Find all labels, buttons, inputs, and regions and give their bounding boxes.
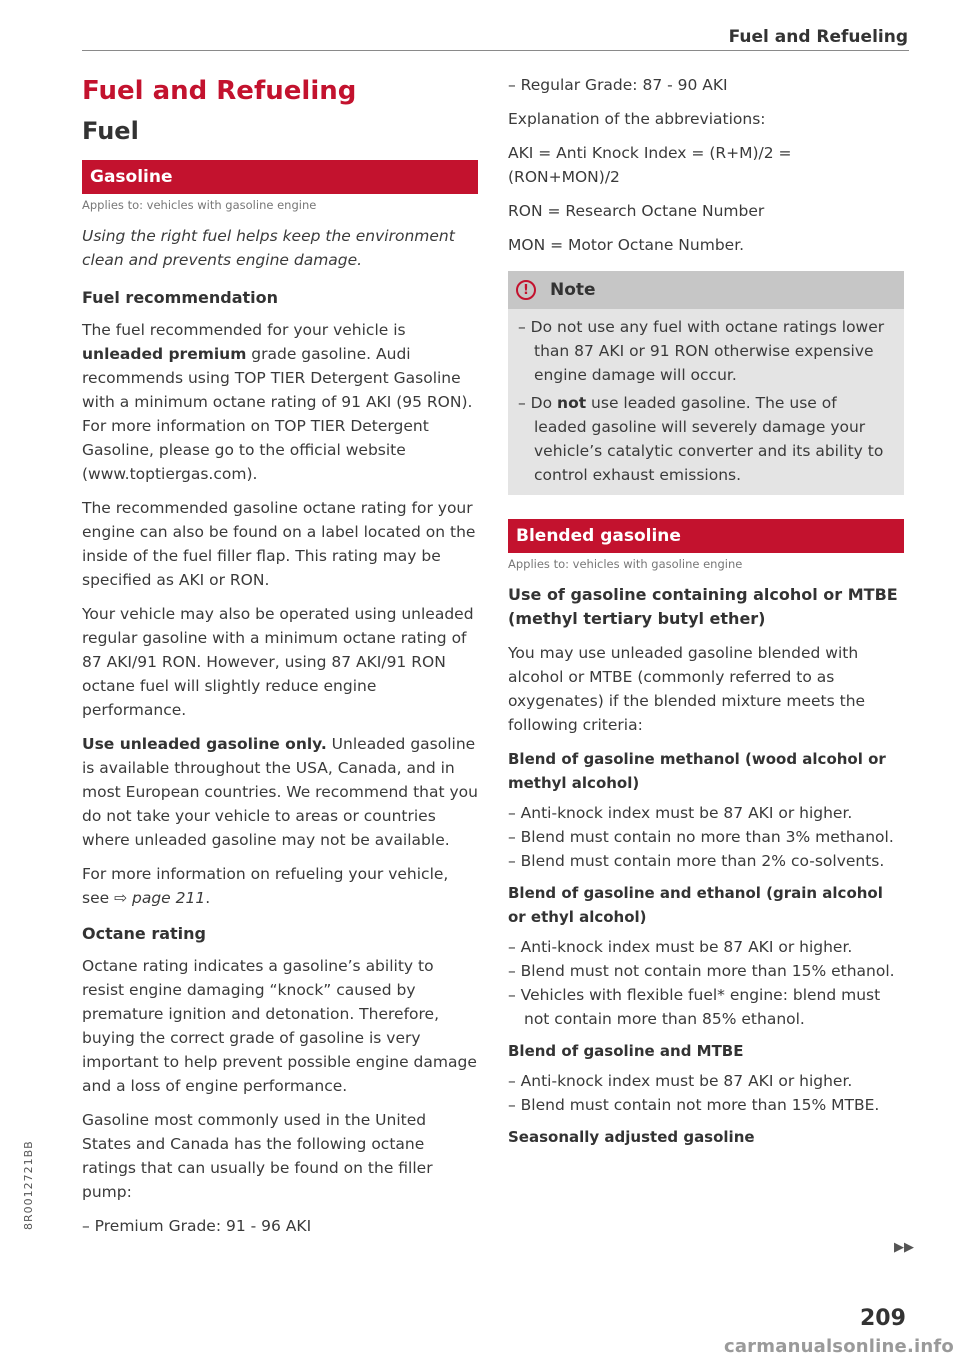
abbreviations-intro: Explanation of the abbreviations: — [508, 110, 766, 128]
continue-arrow-icon: ▶▶ — [894, 1240, 914, 1255]
ethanol-item-2: – Blend must not contain more than 15% ethanol. — [508, 962, 895, 980]
refueling-reference-paragraph: For more information on refueling your vehicle, see ⇨ page 211. — [82, 865, 449, 907]
fuel-recommendation-heading: Fuel recommendation — [82, 288, 278, 307]
ron-definition: RON = Research Octane Number — [508, 202, 765, 220]
mon-definition: MON = Motor Octane Number. — [508, 236, 745, 254]
aki-definition: AKI = Anti Knock Index = (R+M)/2 = (RON+MON)/2 — [508, 144, 792, 186]
note-body — [508, 309, 904, 495]
left-column — [82, 0, 478, 1238]
blended-gasoline-section-bar: Blended gasoline — [508, 519, 904, 553]
note-item-octane: – Do not use any fuel with octane ratings lower than 87 AKI or 91 RON otherwise expensive engine damage will occur. — [518, 318, 885, 384]
regular-grade-item: – Regular Grade: 87 - 90 AKI — [508, 76, 728, 94]
watermark: carmanualsonline.info — [723, 1336, 954, 1357]
section-title: Fuel — [82, 117, 139, 145]
mtbe-item-2: – Blend must contain not more than 15% MTBE. — [508, 1096, 880, 1114]
page-reference-link[interactable]: ⇨ page 211 — [114, 889, 206, 907]
chapter-title: Fuel and Refueling — [82, 76, 357, 106]
applies-to-label-blended: Applies to: vehicles with gasoline engine — [508, 557, 743, 571]
document-code: 8R0012721BB — [22, 1140, 35, 1230]
gasoline-section-bar: Gasoline — [82, 160, 478, 194]
fuel-recommendation-paragraph: The fuel recommended for your vehicle is unleaded premium grade gasoline. Audi recommends using TOP TIER Detergent Gasoline with a minimum octane rating of 91 AKI (95 RON). For more information on TOP TIER Detergent Gasoline, please go to the official website (www.toptiergas.com). — [82, 321, 473, 483]
ethanol-item-3: – Vehicles with flexible fuel* engine: blend must not contain more than 85% ethanol. — [508, 986, 881, 1028]
common-gasoline-paragraph: Gasoline most commonly used in the United States and Canada has the following octane ratings that can usually be found on the filler pump: — [82, 1111, 433, 1201]
page-number: 209 — [860, 1306, 906, 1331]
regular-gasoline-paragraph: Your vehicle may also be operated using unleaded regular gasoline with a minimum octane rating of 87 AKI/91 RON. However, using 87 AKI/91 RON octane fuel will slightly reduce engine performance. — [82, 605, 474, 719]
octane-rating-paragraph: Octane rating indicates a gasoline’s ability to resist engine damaging “knock” caused by premature ignition and detonation. Therefore, buying the correct grade of gasoline is very important to help prevent possible engine damage and a loss of engine performance. — [82, 957, 477, 1095]
running-header: Fuel and Refueling — [728, 27, 908, 47]
mtbe-item-1: – Anti-knock index must be 87 AKI or higher. — [508, 1072, 853, 1090]
ethanol-heading: Blend of gasoline and ethanol (grain alcohol or ethyl alcohol) — [508, 884, 883, 926]
blend-intro-paragraph: You may use unleaded gasoline blended with alcohol or MTBE (commonly referred to as oxygenates) if the blended mixture meets the following criteria: — [508, 644, 866, 734]
octane-label-paragraph: The recommended gasoline octane rating for your engine can also be found on a label located on the inside of the fuel filler flap. This rating may be specified as AKI or RON. — [82, 499, 476, 589]
methanol-heading: Blend of gasoline methanol (wood alcohol or methyl alcohol) — [508, 750, 886, 792]
applies-to-label: Applies to: vehicles with gasoline engine — [82, 198, 317, 212]
methanol-item-3: – Blend must contain more than 2% co-solvents. — [508, 852, 885, 870]
right-column — [508, 0, 904, 1149]
note-item-leaded: – Do not use leaded gasoline. The use of leaded gasoline will severely damage your vehicle’s catalytic converter and its ability to control exhaust emissions. — [518, 394, 884, 484]
unleaded-only-paragraph: Use unleaded gasoline only. Unleaded gasoline is available throughout the USA, Canada, and in most European countries. We recommend that you do not take your vehicle to areas or countries where unleaded gasoline may not be available. — [82, 735, 478, 849]
octane-rating-heading: Octane rating — [82, 924, 207, 943]
blend-heading: Use of gasoline containing alcohol or MTBE (methyl tertiary butyl ether) — [508, 585, 898, 628]
note-header — [508, 271, 904, 309]
mtbe-heading: Blend of gasoline and MTBE — [508, 1042, 744, 1060]
seasonal-heading: Seasonally adjusted gasoline — [508, 1128, 755, 1146]
note-title: Note — [550, 280, 596, 300]
premium-grade-item: – Premium Grade: 91 - 96 AKI — [82, 1217, 312, 1235]
methanol-item-1: – Anti-knock index must be 87 AKI or higher. — [508, 804, 853, 822]
ethanol-item-1: – Anti-knock index must be 87 AKI or higher. — [508, 938, 853, 956]
note-box — [508, 271, 904, 495]
info-exclamation-icon: ! — [516, 280, 536, 300]
methanol-item-2: – Blend must contain no more than 3% methanol. — [508, 828, 894, 846]
intro-text: Using the right fuel helps keep the environment clean and prevents engine damage. — [82, 227, 455, 269]
